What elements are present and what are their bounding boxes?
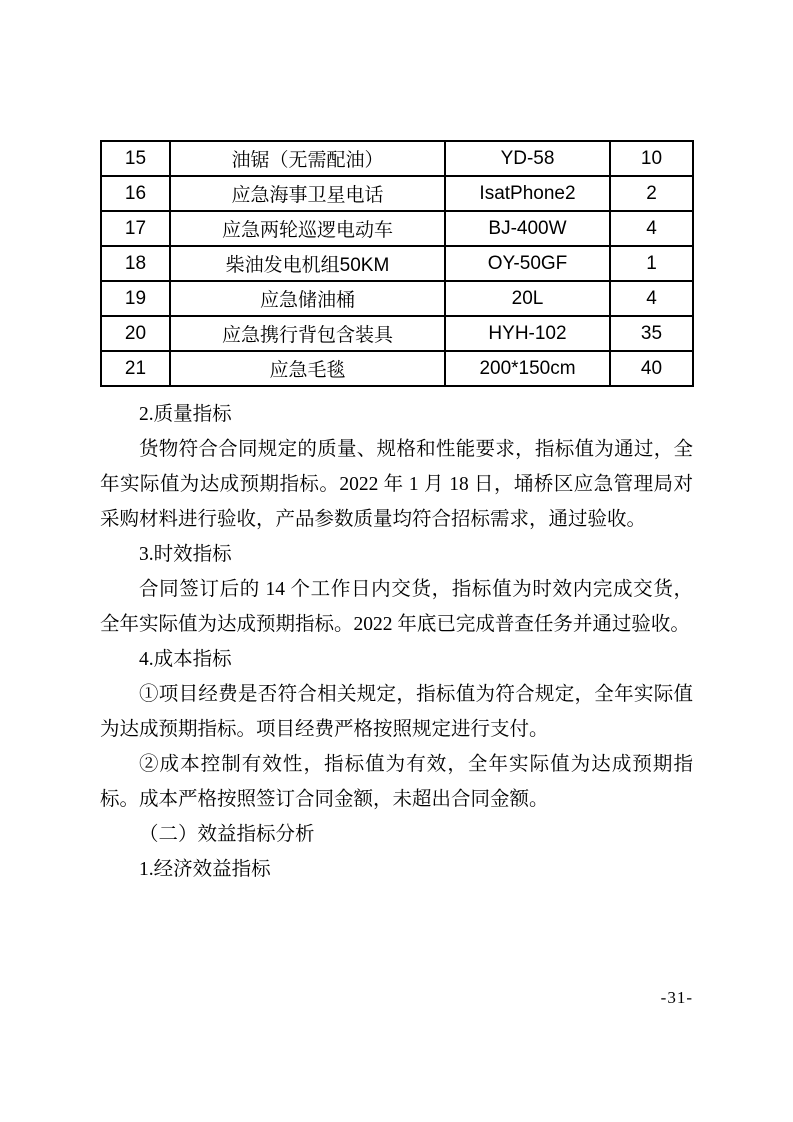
cell-model: HYH-102 [445,316,610,351]
document-body-text [100,397,693,887]
cell-index: 20 [101,316,170,351]
cell-index: 21 [101,351,170,386]
cell-item-name: 应急毛毯 [170,351,445,386]
cell-item-name: 柴油发电机组50KM [170,246,445,281]
cell-model: IsatPhone2 [445,176,610,211]
cell-quantity: 4 [610,211,693,246]
cell-model: 20L [445,281,610,316]
cell-quantity: 1 [610,246,693,281]
section-heading-quality: 2.质量指标 [139,404,232,425]
page-number: -31- [660,988,693,1007]
paragraph-quality-detail: 货物符合合同规定的质量、规格和性能要求，指标值为通过，全年实际值为达成预期指标。2022 年 1 月 18 日，埇桥区应急管理局对采购材料进行验收，产品参数质量均符合招标需求，通过验收。 [100,439,693,530]
cell-model: BJ-400W [445,211,610,246]
paragraph-cost-funding: ①项目经费是否符合相关规定，指标值为符合规定，全年实际值为达成预期指标。项目经费严格按照规定进行支付。 [100,684,693,740]
cell-index: 19 [101,281,170,316]
paragraph-cost-control: ②成本控制有效性，指标值为有效，全年实际值为达成预期指标。成本严格按照签订合同金额，未超出合同金额。 [100,754,693,810]
cell-model: YD-58 [445,141,610,176]
table-row [101,211,693,246]
table-row [101,351,693,386]
section-heading-cost: 4.成本指标 [139,649,232,670]
cell-quantity: 35 [610,316,693,351]
table-row [101,176,693,211]
cell-quantity: 10 [610,141,693,176]
cell-quantity: 40 [610,351,693,386]
cell-item-name: 应急两轮巡逻电动车 [170,211,445,246]
cell-quantity: 4 [610,281,693,316]
table-row [101,316,693,351]
cell-index: 16 [101,176,170,211]
cell-item-name: 应急储油桶 [170,281,445,316]
cell-model: 200*150cm [445,351,610,386]
cell-item-name: 应急携行背包含装具 [170,316,445,351]
cell-quantity: 2 [610,176,693,211]
cell-index: 17 [101,211,170,246]
paragraph-timeliness-detail: 合同签订后的 14 个工作日内交货，指标值为时效内完成交货，全年实际值为达成预期指标。2022 年底已完成普查任务并通过验收。 [100,579,693,635]
cell-index: 15 [101,141,170,176]
equipment-table [100,140,694,387]
table-row [101,141,693,176]
table-row [101,281,693,316]
document-content [100,140,693,887]
cell-item-name: 油锯（无需配油） [170,141,445,176]
cell-index: 18 [101,246,170,281]
section-heading-benefit-analysis: （二）效益指标分析 [139,824,315,845]
cell-model: OY-50GF [445,246,610,281]
section-heading-economic-benefit: 1.经济效益指标 [139,859,271,880]
table-row [101,246,693,281]
section-heading-timeliness: 3.时效指标 [139,544,232,565]
cell-item-name: 应急海事卫星电话 [170,176,445,211]
